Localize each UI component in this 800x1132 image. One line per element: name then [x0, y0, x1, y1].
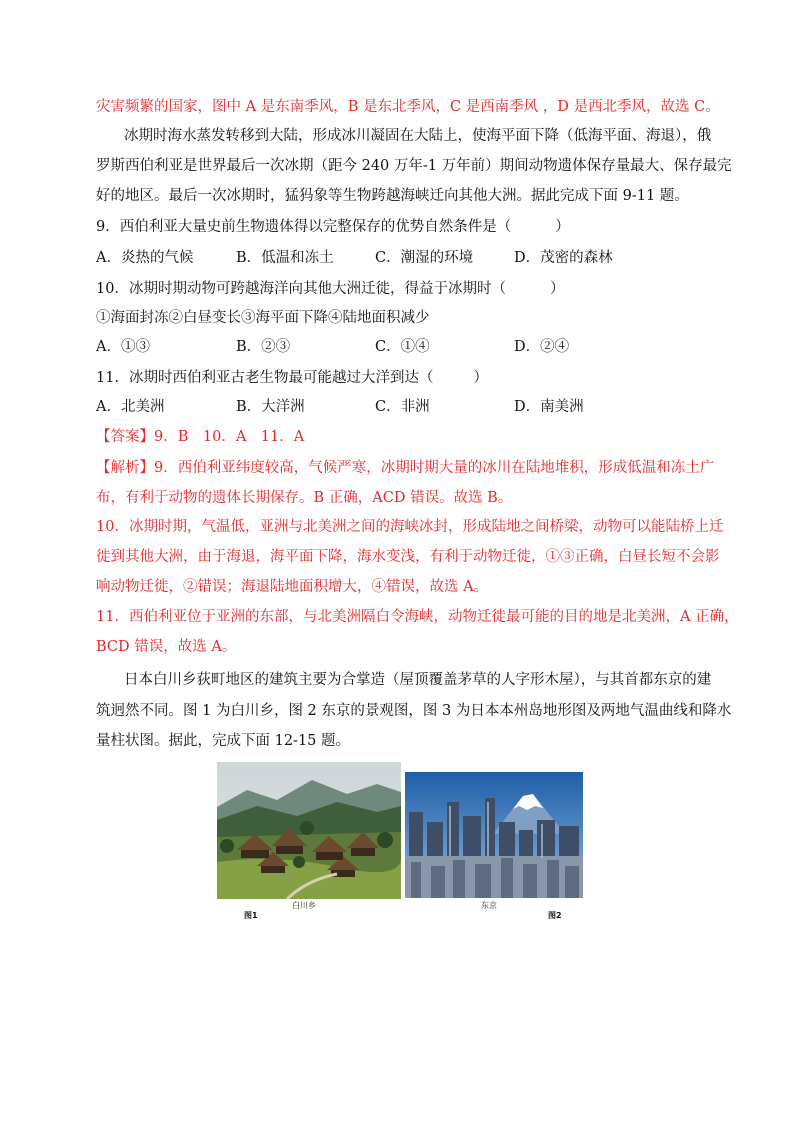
- question-10-stem-end: ）: [549, 281, 565, 297]
- figure-2-caption: 东京: [481, 901, 497, 910]
- question-11-stem-end: ）: [473, 370, 488, 386]
- question-10-items: ①海面封冻②白昼变长③海平面下降④陆地面积减少: [96, 310, 430, 326]
- question-11-stem-text: 11．冰期时西伯利亚古老生物最可能越过大洋到达（: [96, 370, 434, 386]
- question-10-option-d: D．②④: [514, 339, 570, 355]
- passage2-line-2: 筑迥然不同。图 1 为白川乡，图 2 东京的景观图，图 3 为日本本州岛地形图及两地气温曲线和降水: [96, 703, 732, 719]
- question-9-stem-text: 9．西伯利亚大量史前生物遗体得以完整保存的优势自然条件是（: [96, 219, 512, 235]
- figure-1-label: 图1: [244, 911, 258, 920]
- question-11-option-a: A．北美洲: [96, 399, 165, 415]
- question-9-stem-end: ）: [555, 219, 570, 235]
- question-10-stem-text: 10．冰期时期动物可跨越海洋向其他大洲迁徙，得益于冰期时（: [96, 281, 506, 297]
- tokyo-skyline-photo: [405, 772, 583, 898]
- question-11-stem: [96, 368, 488, 388]
- passage2-line-1: 日本白川乡荻町地区的建筑主要为合掌造（屋顶覆盖茅草的人字形木屋），与其首都东京的建: [124, 672, 712, 688]
- answer-line: 【答案】9．B 10．A 11．A: [96, 429, 305, 445]
- question-11-option-d: D．南美洲: [514, 399, 584, 415]
- question-9-option-d: D．茂密的森林: [514, 250, 613, 266]
- question-11-option-c: C．非洲: [375, 399, 430, 415]
- analysis-line-7: BCD 错误，故选 A。: [96, 639, 237, 655]
- passage2-line-3: 量柱状图。据此，完成下面 12-15 题。: [96, 733, 351, 749]
- passage1-line-2: 罗斯西伯利亚是世界最后一次冰期（距今 240 万年-1 万年前）期间动物遗体保存量最大、保存最完: [96, 158, 732, 174]
- analysis-line-2: 布，有利于动物的遗体长期保存。B 正确，ACD 错误。故选 B。: [96, 490, 513, 506]
- analysis-line-6: 11．西伯利亚位于亚洲的东部，与北美洲隔白令海峡，动物迁徙最可能的目的地是北美洲，A 正确，: [96, 609, 739, 625]
- question-9-option-b: B．低温和冻土: [236, 250, 334, 266]
- figure-2-label: 图2: [548, 911, 562, 920]
- analysis-line-4: 徙到其他大洲，由于海退，海平面下降，海水变浅，有利于动物迁徙，①③正确，白昼长短不会影: [96, 549, 720, 565]
- question-9-option-c: C．潮湿的环境: [375, 250, 474, 266]
- analysis-line-1: 【解析】9．西伯利亚纬度较高，气候严寒，冰期时期大量的冰川在陆地堆积，形成低温和冻土广: [96, 460, 715, 476]
- question-9-stem: [96, 217, 570, 237]
- passage1-line-3: 好的地区。最后一次冰期时，猛犸象等生物跨越海峡迁向其他大洲。据此完成下面 9-11 题。: [96, 188, 689, 204]
- question-10-option-b: B．②③: [236, 339, 291, 355]
- prev-explanation-tail: 灾害频繁的国家，图中 A 是东南季风，B 是东北季风，C 是西南季风 ，D 是西北季风，故选 C。: [96, 99, 720, 115]
- analysis-line-5: 响动物迁徙，②错误；海退陆地面积增大，④错误，故选 A。: [96, 579, 489, 595]
- question-10-option-a: A．①③: [96, 339, 150, 355]
- passage1-line-1: 冰期时海水蒸发转移到大陆，形成冰川凝固在大陆上，使海平面下降（低海平面、海退），俄: [124, 128, 712, 144]
- question-11-option-b: B．大洋洲: [236, 399, 305, 415]
- shirakawa-village-photo: [217, 762, 401, 899]
- figure-1-caption: 白川乡: [292, 901, 316, 910]
- question-10-option-c: C．①④: [375, 339, 430, 355]
- question-9-option-a: A．炎热的气候: [96, 250, 194, 266]
- question-10-stem: [96, 279, 564, 299]
- analysis-line-3: 10．冰期时期，气温低，亚洲与北美洲之间的海峡冰封，形成陆地之间桥梁，动物可以能陆桥上迁: [96, 519, 724, 535]
